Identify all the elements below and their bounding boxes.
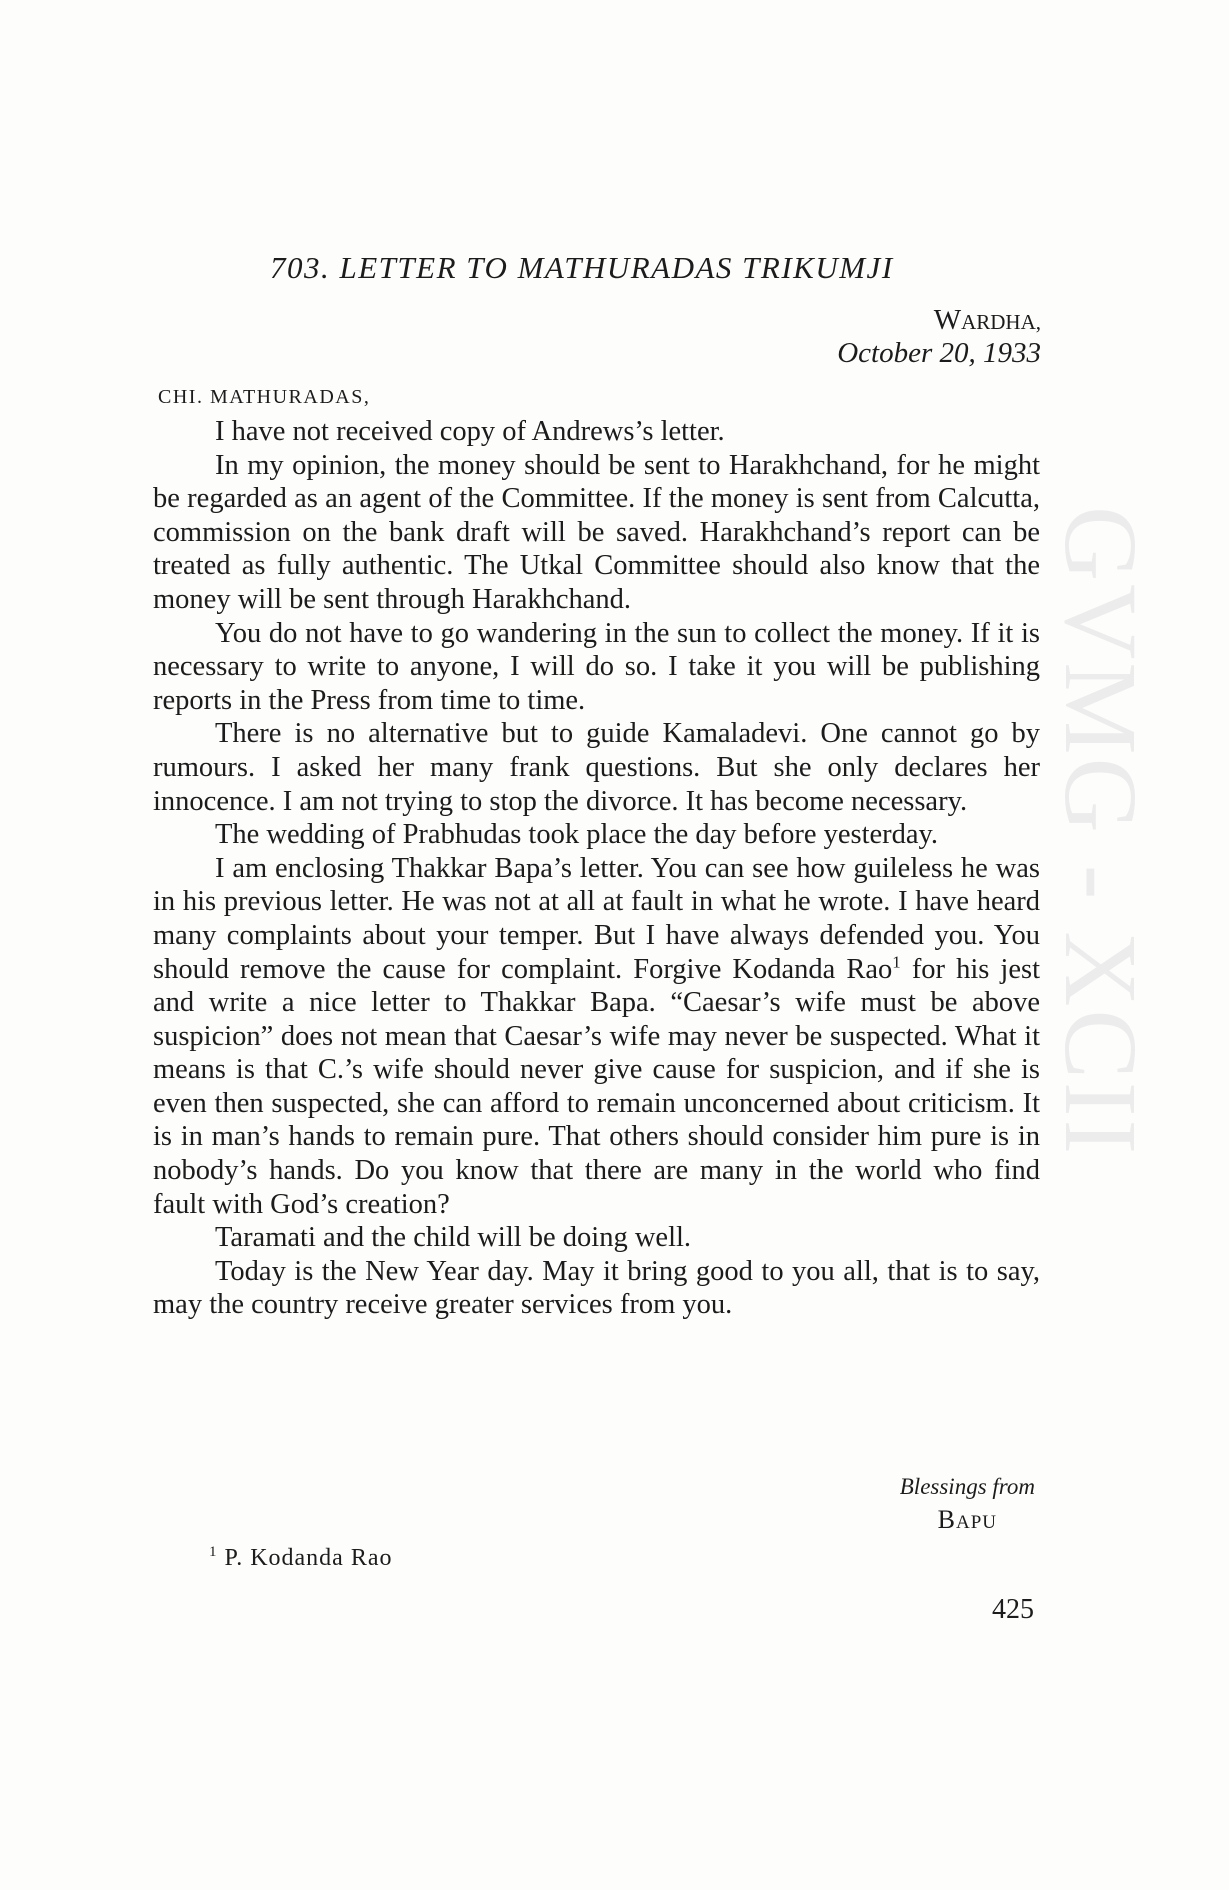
paragraph: The wedding of Prabhudas took place the day before yesterday.	[215, 819, 939, 851]
paragraph: Today is the New Year day. May it bring good to you all, that is to say, may the country receive greater services from you.	[153, 1255, 1040, 1321]
paragraph: Taramati and the child will be doing well.	[215, 1222, 692, 1254]
paragraph	[153, 852, 1040, 1222]
salutation: CHI. MATHURADAS,	[158, 386, 371, 408]
footnote-reference[interactable]: 1	[892, 952, 901, 971]
footnote	[209, 1545, 392, 1572]
letter-date: October 20, 1933	[837, 337, 1041, 369]
watermark-text: GVMG - XCII	[1043, 506, 1158, 1158]
letter-title: 703. LETTER TO MATHURADAS TRIKUMJI	[270, 250, 894, 285]
footnote-marker: 1	[209, 1544, 218, 1560]
signature: BAPU	[937, 1505, 997, 1534]
paragraph-text: I am enclosing Thakkar Bapa’s letter. You can see how guileless he was in his previous letter. He was not at all at fault in what he wrote. I have heard many complaints about your temper. But I have always defended you. You should remove the cause for complaint. Forgive Kodanda Rao	[153, 852, 1040, 985]
page-number: 425	[992, 1594, 1034, 1625]
letter-body	[153, 415, 1040, 1322]
paragraph-text: for his jest and write a nice letter to Thakkar Bapa. “Caesar’s wife must be above suspicion” does not mean that Caesar’s wife may never be suspected. What it means is that C.’s wife should never give cause for suspicion, and if she is even then suspected, she can afford to remain unconcerned about criticism. It is in man’s hands to remain pure. That others should consider him pure is in nobody’s hands. Do you know that there are many in the world who find fault with God’s creation?	[153, 953, 1040, 1220]
footnote-text: P. Kodanda Rao	[224, 1545, 393, 1571]
paragraph: In my opinion, the money should be sent to Harakhchand, for he might be regarded as an agent of the Committee. If the money is sent from Calcutta, commission on the bank draft will be saved. Harakhchand’s report can be treated as fully authentic. The Utkal Committee should also know that the money will be sent through Harakhchand.	[153, 449, 1040, 615]
closing-blessings: Blessings from	[899, 1474, 1035, 1499]
paragraph: I have not received copy of Andrews’s letter.	[215, 416, 725, 447]
paragraph: There is no alternative but to guide Kamaladevi. One cannot go by rumours. I asked her many frank questions. But she only declares her innocence. I am not trying to stop the divorce. It has become necessary.	[153, 718, 1040, 817]
watermark	[1043, 506, 1158, 1406]
letter-place: WARDHA,	[933, 304, 1041, 336]
paragraph: You do not have to go wandering in the sun to collect the money. If it is necessary to write to anyone, I will do so. I take it you will be publishing reports in the Press from time to time.	[153, 617, 1040, 716]
